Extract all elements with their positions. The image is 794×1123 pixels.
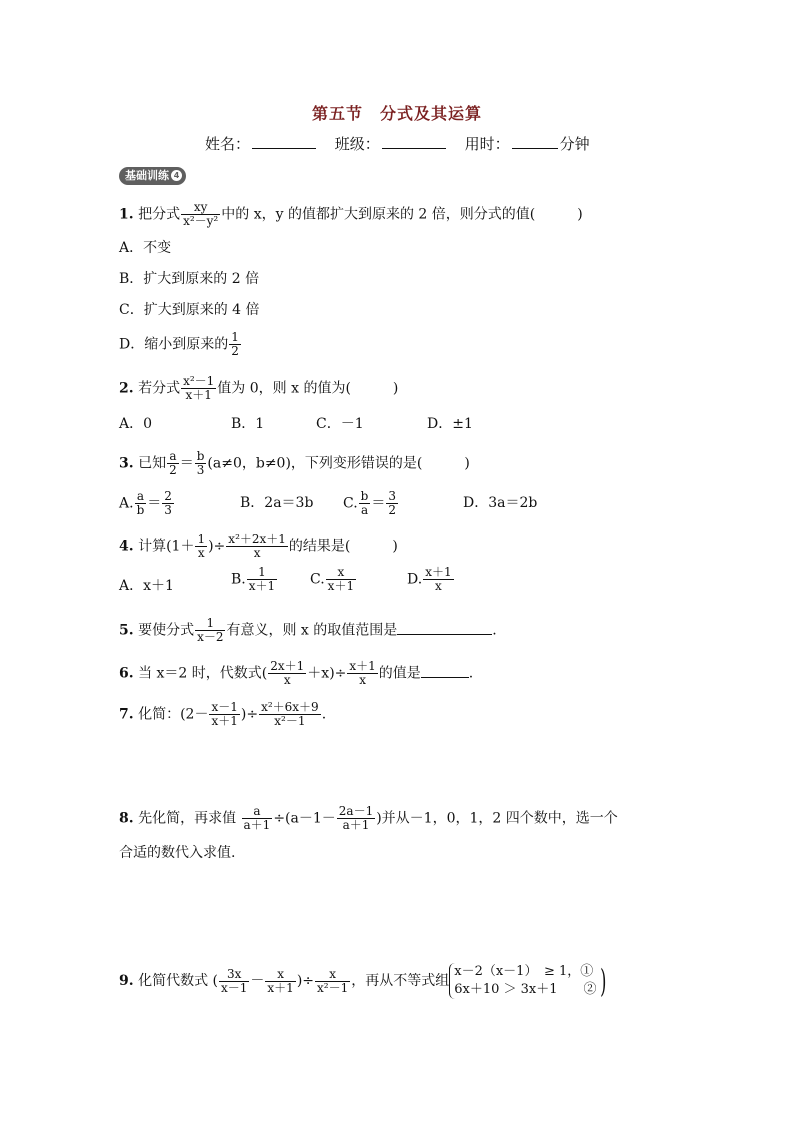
option-text: B. [231, 571, 246, 588]
equals-sign: ＝ [371, 495, 386, 512]
fraction [135, 490, 147, 517]
question-text: 若分式 [138, 380, 181, 397]
fraction [181, 201, 220, 228]
question-1 [119, 201, 583, 228]
denominator: x＋1 [327, 579, 355, 593]
numerator: 3 [388, 489, 396, 503]
period: . [321, 706, 327, 723]
question-text: 值为 0，则 x 的值为( ) [217, 380, 399, 397]
time-field[interactable] [512, 134, 558, 149]
inequality-1: x－2（x－1） ≥ 1，① [454, 964, 594, 979]
question-text: 把分式 [138, 206, 181, 223]
denominator: x²－y² [183, 214, 219, 228]
question-text: (a≠0，b≠0)，下列变形错误的是( ) [207, 455, 470, 472]
fraction [386, 490, 398, 517]
numerator: 3x [227, 966, 242, 981]
numerator: 1 [231, 330, 239, 344]
numerator: 2x＋1 [270, 659, 305, 673]
option-b[interactable] [231, 566, 278, 593]
right-paren-icon: ) [599, 962, 606, 1000]
fraction [209, 701, 239, 728]
numerator: x²＋2x＋1 [228, 532, 286, 546]
equals-sign: ＝ [147, 495, 162, 512]
fraction [423, 566, 453, 593]
question-text: ，再从不等式组 [351, 973, 450, 989]
option-b[interactable]: B．1 [231, 416, 265, 432]
numerator: a [136, 489, 144, 503]
inequality-system [449, 963, 596, 999]
option-text: C. [343, 495, 358, 512]
fraction [195, 533, 207, 560]
denominator: x－1 [221, 980, 248, 995]
denominator: b [136, 503, 145, 517]
operator: )÷ [208, 538, 226, 555]
period: . [468, 665, 474, 682]
numerator: x²＋6x＋9 [261, 700, 319, 714]
option-c[interactable]: C．－1 [316, 416, 364, 432]
fraction [167, 450, 179, 477]
question-number: 1. [119, 206, 134, 223]
option-text: A. [119, 495, 134, 512]
student-info-row [205, 133, 590, 154]
question-text: 要使分式 [138, 622, 195, 639]
denominator: x [226, 546, 288, 560]
question-9 [119, 963, 609, 999]
question-3 [119, 450, 470, 477]
question-number: 9. [119, 973, 134, 989]
denominator: 3 [195, 463, 207, 477]
option-text: C. [310, 571, 325, 588]
denominator: a＋1 [243, 818, 271, 832]
question-text: )并从－1，0，1，2 四个数中，选一个 [376, 810, 618, 827]
fraction [265, 968, 295, 995]
page-title: 第五节 分式及其运算 [311, 104, 482, 123]
option-a[interactable]: A．x＋1 [119, 578, 174, 594]
circled-4-icon: 4 [171, 170, 182, 181]
option-a[interactable] [119, 490, 175, 517]
denominator: x＋1 [211, 714, 238, 728]
denominator: 3 [164, 503, 172, 517]
operator: － [250, 973, 265, 989]
denominator: x＋1 [248, 579, 276, 593]
fraction [242, 805, 273, 832]
time-unit: 分钟 [559, 135, 590, 153]
fraction [195, 450, 207, 477]
fraction [229, 331, 241, 358]
denominator: x²－1 [259, 714, 321, 728]
question-number: 7. [119, 706, 134, 723]
denominator: x－2 [197, 630, 224, 644]
fraction [195, 617, 225, 644]
name-label: 姓名： [205, 135, 251, 153]
question-2 [119, 375, 398, 402]
answer-blank[interactable] [421, 663, 469, 678]
operator: ＋x)÷ [307, 665, 347, 682]
denominator: x＋1 [181, 388, 216, 402]
class-field[interactable] [382, 134, 446, 149]
numerator: b [360, 489, 369, 503]
question-number: 6. [119, 665, 134, 682]
equals-sign: ＝ [179, 455, 194, 472]
question-text: 当 x＝2 时，代数式( [138, 665, 268, 682]
option-text: D. [407, 571, 423, 588]
numerator: 2a－1 [338, 804, 374, 818]
numerator: a [253, 804, 261, 818]
class-label: 班级： [334, 135, 380, 153]
section-badge [119, 167, 186, 185]
question-number: 4. [119, 538, 134, 555]
option-d[interactable] [119, 331, 242, 358]
fraction [315, 968, 350, 995]
denominator: x [423, 579, 453, 593]
question-6 [119, 660, 473, 687]
denominator: x [268, 673, 306, 687]
operator: ÷(a－1－ [273, 810, 336, 827]
question-text: 先化简，再求值 [138, 810, 241, 827]
denominator: 2 [169, 463, 177, 477]
option-c[interactable] [343, 490, 399, 517]
option-a[interactable]: A．不变 [119, 240, 172, 256]
denominator: x [347, 673, 377, 687]
denominator: x [195, 546, 207, 560]
question-text: 的结果是( ) [288, 538, 398, 555]
option-b[interactable]: B．2a＝3b [240, 495, 314, 511]
question-text: 化简：(2－ [138, 706, 209, 723]
question-text: 化简代数式 ( [138, 973, 218, 989]
numerator: x＋1 [349, 659, 376, 673]
fraction [337, 805, 375, 832]
denominator: x²－1 [317, 980, 349, 995]
denominator: a [359, 503, 371, 517]
option-c[interactable] [310, 566, 357, 593]
question-number: 3. [119, 455, 134, 472]
denominator: 2 [388, 503, 396, 517]
numerator: x [337, 565, 345, 579]
fraction [359, 490, 371, 517]
operator: )÷ [296, 973, 315, 989]
fraction [326, 566, 356, 593]
fraction [162, 490, 174, 517]
numerator: x－1 [211, 700, 238, 714]
question-5 [119, 617, 497, 644]
fraction [181, 375, 216, 402]
numerator: 1 [258, 565, 266, 579]
answer-blank[interactable] [397, 620, 492, 635]
numerator: a [169, 449, 177, 463]
question-4 [119, 533, 398, 560]
fraction [226, 533, 288, 560]
question-8 [119, 805, 618, 832]
fraction [259, 701, 321, 728]
fraction [219, 968, 249, 995]
numerator: x [277, 966, 284, 981]
section-badge-label: 基础训练 [125, 169, 169, 182]
question-number: 5. [119, 622, 134, 639]
fraction [268, 660, 306, 687]
question-7 [119, 701, 326, 728]
inequality-2: 6x＋10 ＞ 3x＋1 ② [454, 982, 597, 997]
question-number: 2. [119, 380, 134, 397]
numerator: x²－1 [183, 374, 215, 388]
question-number: 8. [119, 810, 134, 827]
option-b[interactable]: B．扩大到原来的 2 倍 [119, 271, 260, 287]
option-a[interactable]: A．0 [119, 416, 153, 432]
numerator: 1 [206, 616, 215, 630]
option-text: D．缩小到原来的 [119, 336, 229, 353]
question-text: 有意义，则 x 的取值范围是 [226, 622, 398, 639]
question-text: 的值是 [378, 665, 421, 682]
option-d[interactable] [407, 566, 455, 593]
period: . [492, 622, 497, 639]
numerator: 2 [164, 489, 172, 503]
numerator: b [196, 449, 205, 463]
option-d[interactable]: D．3a＝2b [463, 495, 538, 511]
numerator: 1 [197, 532, 206, 546]
denominator: x＋1 [267, 980, 294, 995]
fraction [247, 566, 277, 593]
question-8-line-2: 合适的数代入求值. [119, 845, 236, 861]
name-field[interactable] [252, 134, 316, 149]
numerator: x [329, 966, 337, 981]
question-text: 计算(1＋ [138, 538, 195, 555]
option-c[interactable]: C．扩大到原来的 4 倍 [119, 302, 260, 318]
denominator: a＋1 [337, 818, 375, 832]
numerator: x＋1 [425, 565, 452, 579]
denominator: 2 [231, 344, 239, 358]
time-label: 用时： [464, 135, 510, 153]
question-text: 中的 x，y 的值都扩大到原来的 2 倍，则分式的值( ) [221, 206, 583, 223]
question-text: 已知 [138, 455, 167, 472]
option-d[interactable]: D．±1 [427, 416, 473, 432]
numerator: xy [193, 200, 208, 214]
fraction [347, 660, 377, 687]
operator: )÷ [240, 706, 259, 723]
